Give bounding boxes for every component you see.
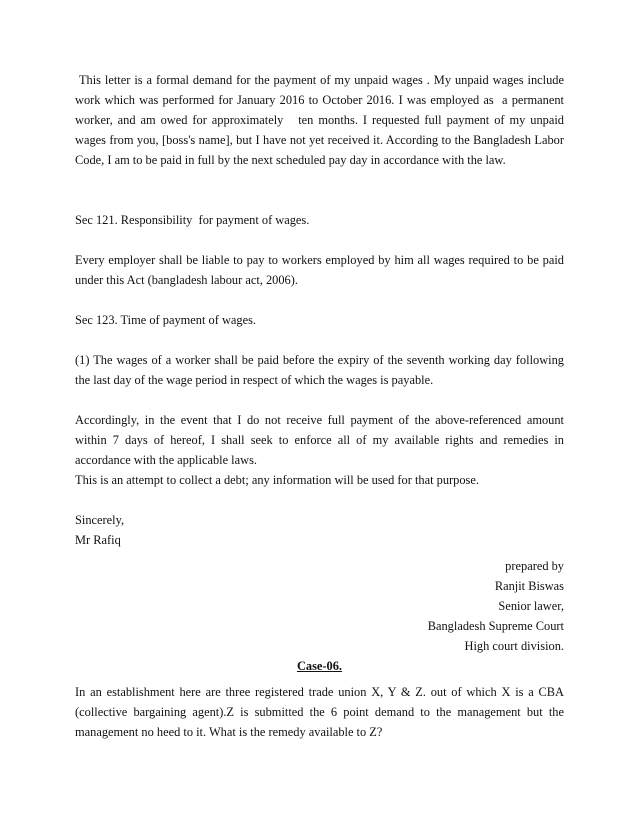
- signer-name: Mr Rafiq: [75, 533, 121, 547]
- spacer: [75, 490, 564, 510]
- section-123-text: (1) The wages of a worker shall be paid before the expiry of the seventh working day following the last day of the wage period in respect of which the wages is payable.: [75, 353, 568, 387]
- case-text: In an establishment here are three registered trade union X, Y & Z. out of which X is a CBA (collective bargaining agent).Z is submitted the 6 point demand to the management but the management no heed to it. What is the remedy available to Z?: [75, 685, 568, 739]
- debt-notice: This is an attempt to collect a debt; any information will be used for that purpose.: [75, 473, 479, 487]
- prepared-by-block: [75, 556, 564, 656]
- author-title: Senior lawer,: [498, 599, 564, 613]
- spacer: [75, 330, 564, 350]
- case-title: Case-06.: [296, 659, 343, 673]
- accordingly-paragraph: Accordingly, in the event that I do not receive full payment of the above-referenced amount within 7 days of hereof, I shall seek to enforce all of my available rights and remedies in accordance with the applicable laws.: [75, 413, 568, 467]
- spacer: [75, 290, 564, 310]
- spacer: [75, 390, 564, 410]
- closing-salutation: Sincerely,: [75, 513, 125, 527]
- letter-intro-paragraph: This letter is a formal demand for the payment of my unpaid wages . My unpaid wages include work which was performed for January 2016 to October 2016. I was employed as a permanent worker, and am owed for approximately ten months. I requested full payment of my unpaid wages from you, [boss's name], but I have not yet received it. According to the Bangladesh Labor Code, I am to be paid in full by the next scheduled pay day in accordance with the law.: [75, 73, 568, 167]
- spacer: [75, 170, 564, 210]
- spacer: [75, 230, 564, 250]
- document-page: [75, 70, 568, 742]
- author-court: Bangladesh Supreme Court: [427, 619, 564, 633]
- author-name: Ranjit Biswas: [494, 579, 564, 593]
- author-division: High court division.: [464, 639, 564, 653]
- prepared-by-label: prepared by: [505, 559, 564, 573]
- section-121-text: Every employer shall be liable to pay to workers employed by him all wages required to be paid under this Act (bangladesh labour act, 2006).: [75, 253, 568, 287]
- section-121-heading: Sec 121. Responsibility for payment of wages.: [75, 213, 310, 227]
- section-123-heading: Sec 123. Time of payment of wages.: [75, 313, 257, 327]
